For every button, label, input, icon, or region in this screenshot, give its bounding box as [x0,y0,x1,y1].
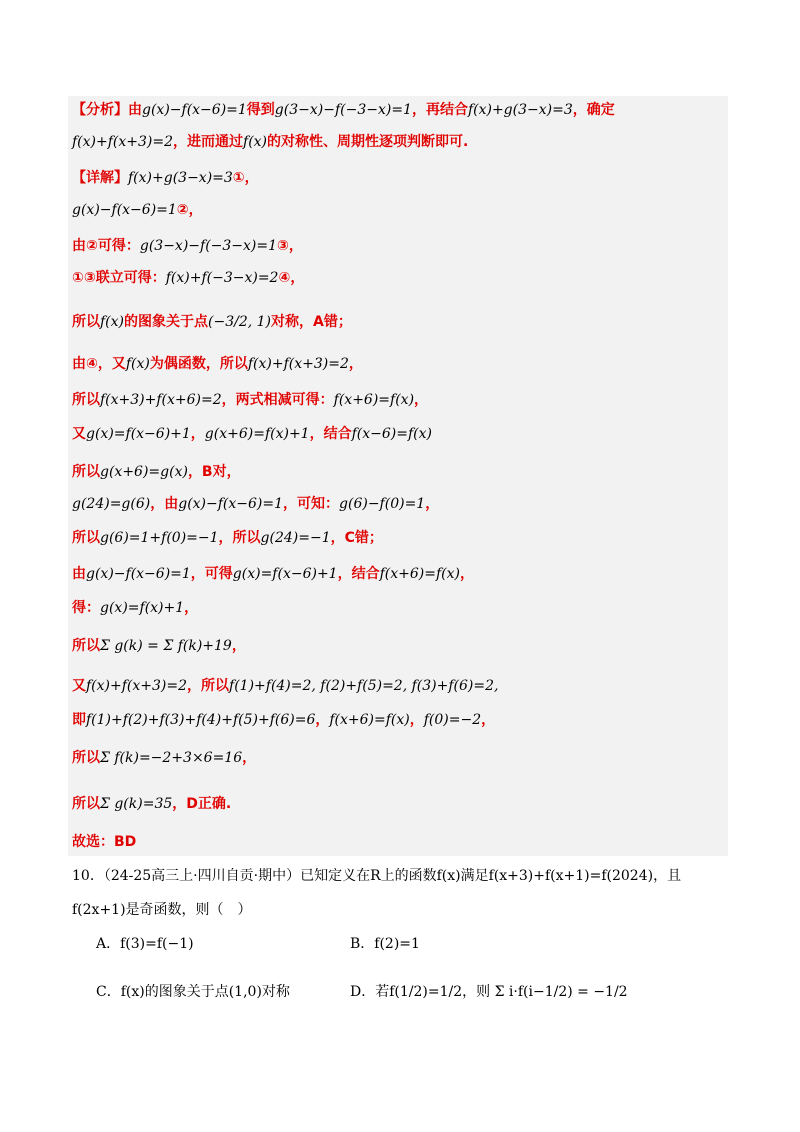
math-expression: g(24)=−1 [260,530,331,546]
question-stem-line1: 10．（24-25高三上·四川自贡·期中）已知定义在R上的函数f(x)满足f(x+3)+f(x+1)=f(2024)，且 [72,868,682,884]
solution-text: ， [315,712,330,728]
solution-text: 又 [72,426,86,442]
solution-line [72,390,428,410]
solution-text: 又 [72,678,86,694]
solution-text: ， [414,392,429,408]
option-c: C．f(x)的图象关于点(1,0)对称 [96,984,290,1000]
solution-line [72,676,498,696]
solution-line [72,268,304,288]
solution-text: 所以 [72,464,100,480]
solution-text: 为偶函数，所以 [149,356,248,372]
math-expression: f(x)+g(3−x)=3 [128,170,233,186]
solution-text: ③， [277,238,303,254]
solution-text: ，B对， [187,464,241,480]
math-expression: Σ g(k) = Σ f(k)+19 [100,638,232,654]
solution-text: ， [459,566,474,582]
math-expression: g(x)−f(x−6)=1 [142,102,247,118]
solution-text: ，C错； [330,530,383,546]
solution-line [72,100,615,120]
solution-text: ，结合 [309,426,352,442]
math-expression: f(1)+f(2)+f(3)+f(4)+f(5)+f(6)=6 [86,712,316,728]
math-expression: f(x+6)=f(x) [333,392,415,408]
option-d: D．若f(1/2)=1/2，则 Σ i·f(i−1/2) = −1/2 [350,984,628,1000]
solution-text: ①， [232,170,259,186]
math-expression: f(0)=−2 [423,712,482,728]
solution-text: ， [231,638,246,654]
solution-line [72,200,203,220]
solution-text: ，D正确. [172,796,232,812]
solution-text: 由④，又 [72,356,126,372]
math-expression: f(x−6)=f(x) [351,426,432,442]
solution-text: 即 [72,712,86,728]
option-a: A．f(3)=f(−1) [96,936,194,952]
math-expression: g(3−x)−f(−3−x)=1 [139,238,278,254]
solution-line [72,710,495,730]
solution-line [72,168,259,188]
solution-text: ， [190,426,205,442]
solution-text: 由②可得： [72,238,140,254]
solution-text: 所以 [72,314,100,330]
solution-text: ， [242,750,257,766]
solution-text: 所以 [72,796,100,812]
math-expression: g(24)=g(6) [72,496,151,512]
math-expression: f(x+3)+f(x+6)=2 [100,392,222,408]
solution-text: 的图象关于点 [124,314,209,330]
solution-text: 由 [72,566,86,582]
solution-line [72,236,303,256]
solution-text: 所以 [72,750,100,766]
solution-text: ，确定 [572,102,615,118]
question-stem-line2: f(2x+1)是奇函数，则（ ） [72,902,252,918]
math-expression: f(x)+f(x+3)=2 [72,134,174,150]
solution-text: ②， [176,202,203,218]
math-expression: f(x+6)=f(x) [329,712,410,728]
solution-line [72,564,474,584]
solution-text: 得： [72,600,100,616]
solution-text: ， [481,712,496,728]
math-expression: g(x)−f(x−6)=1 [72,202,177,218]
solution-text: 对称，A错； [271,314,352,330]
solution-line [72,424,432,444]
solution-text: 的对称性、周期性逐项判断即可. [267,134,469,150]
math-expression: f(x)+f(x+3)=2 [86,678,188,694]
option-b: B．f(2)=1 [350,936,420,952]
math-expression: Σ f(k)=−2+3×6=16 [100,750,243,766]
solution-text: 所以 [72,392,100,408]
math-expression: f(x+6)=f(x) [379,566,460,582]
solution-line [72,312,352,332]
math-expression: g(x)=f(x−6)+1 [232,566,338,582]
solution-text: 所以 [72,638,100,654]
solution-line [72,748,256,768]
math-expression: (−3/2, 1) [208,314,272,330]
math-expression: f(x) [125,356,150,372]
solution-line [72,598,198,618]
solution-text: ， [409,712,424,728]
math-expression: g(x+6)=f(x)+1 [204,426,310,442]
math-expression: f(x)+g(3−x)=3 [467,102,573,118]
solution-line [72,636,246,656]
math-expression: f(x)+f(x+3)=2 [247,356,349,372]
solution-text: 故选：BD [72,834,137,850]
math-expression: g(3−x)−f(−3−x)=1 [274,102,412,118]
solution-text: ，再结合 [411,102,468,118]
math-expression: g(x)−f(x−6)=1 [178,496,284,512]
math-expression: f(x) [243,134,268,150]
math-expression: f(x)+f(−3−x)=2 [165,270,279,286]
math-expression: Σ g(k)=35 [100,796,173,812]
solution-text: 【分析】由 [72,102,142,118]
solution-text: ，所以 [218,530,261,546]
solution-line [72,832,136,852]
solution-text: ，进而通过 [173,134,244,150]
math-expression: g(6)−f(0)=1 [339,496,426,512]
solution-text: ， [425,496,440,512]
solution-text: ，可知： [283,496,340,512]
solution-line [72,494,439,514]
math-expression: g(6)=1+f(0)=−1 [100,530,219,546]
solution-text: ，所以 [187,678,230,694]
solution-line [72,528,383,548]
math-expression: g(x)=f(x)+1 [100,600,185,616]
solution-text: ①③联立可得： [72,270,166,286]
solution-text: 【详解】 [72,170,128,186]
solution-text: ， [184,600,199,616]
solution-line [72,354,363,374]
math-expression: f(1)+f(4)=2, f(2)+f(5)=2, f(3)+f(6)=2, [229,678,499,694]
math-expression: g(x)=f(x−6)+1 [86,426,191,442]
math-expression: g(x)−f(x−6)=1 [86,566,191,582]
solution-line [72,462,241,482]
solution-text: ， [348,356,363,372]
solution-text: ，两式相减可得： [221,392,334,408]
math-expression: g(x+6)=g(x) [100,464,188,480]
solution-text: 得到 [246,102,275,118]
solution-line [72,132,468,152]
math-expression: f(x) [100,314,125,330]
solution-text: ，可得 [190,566,233,582]
solution-text: ，由 [150,496,179,512]
solution-line [72,794,231,814]
solution-text: 所以 [72,530,100,546]
solution-text: ，结合 [337,566,380,582]
solution-text: ④， [278,270,305,286]
